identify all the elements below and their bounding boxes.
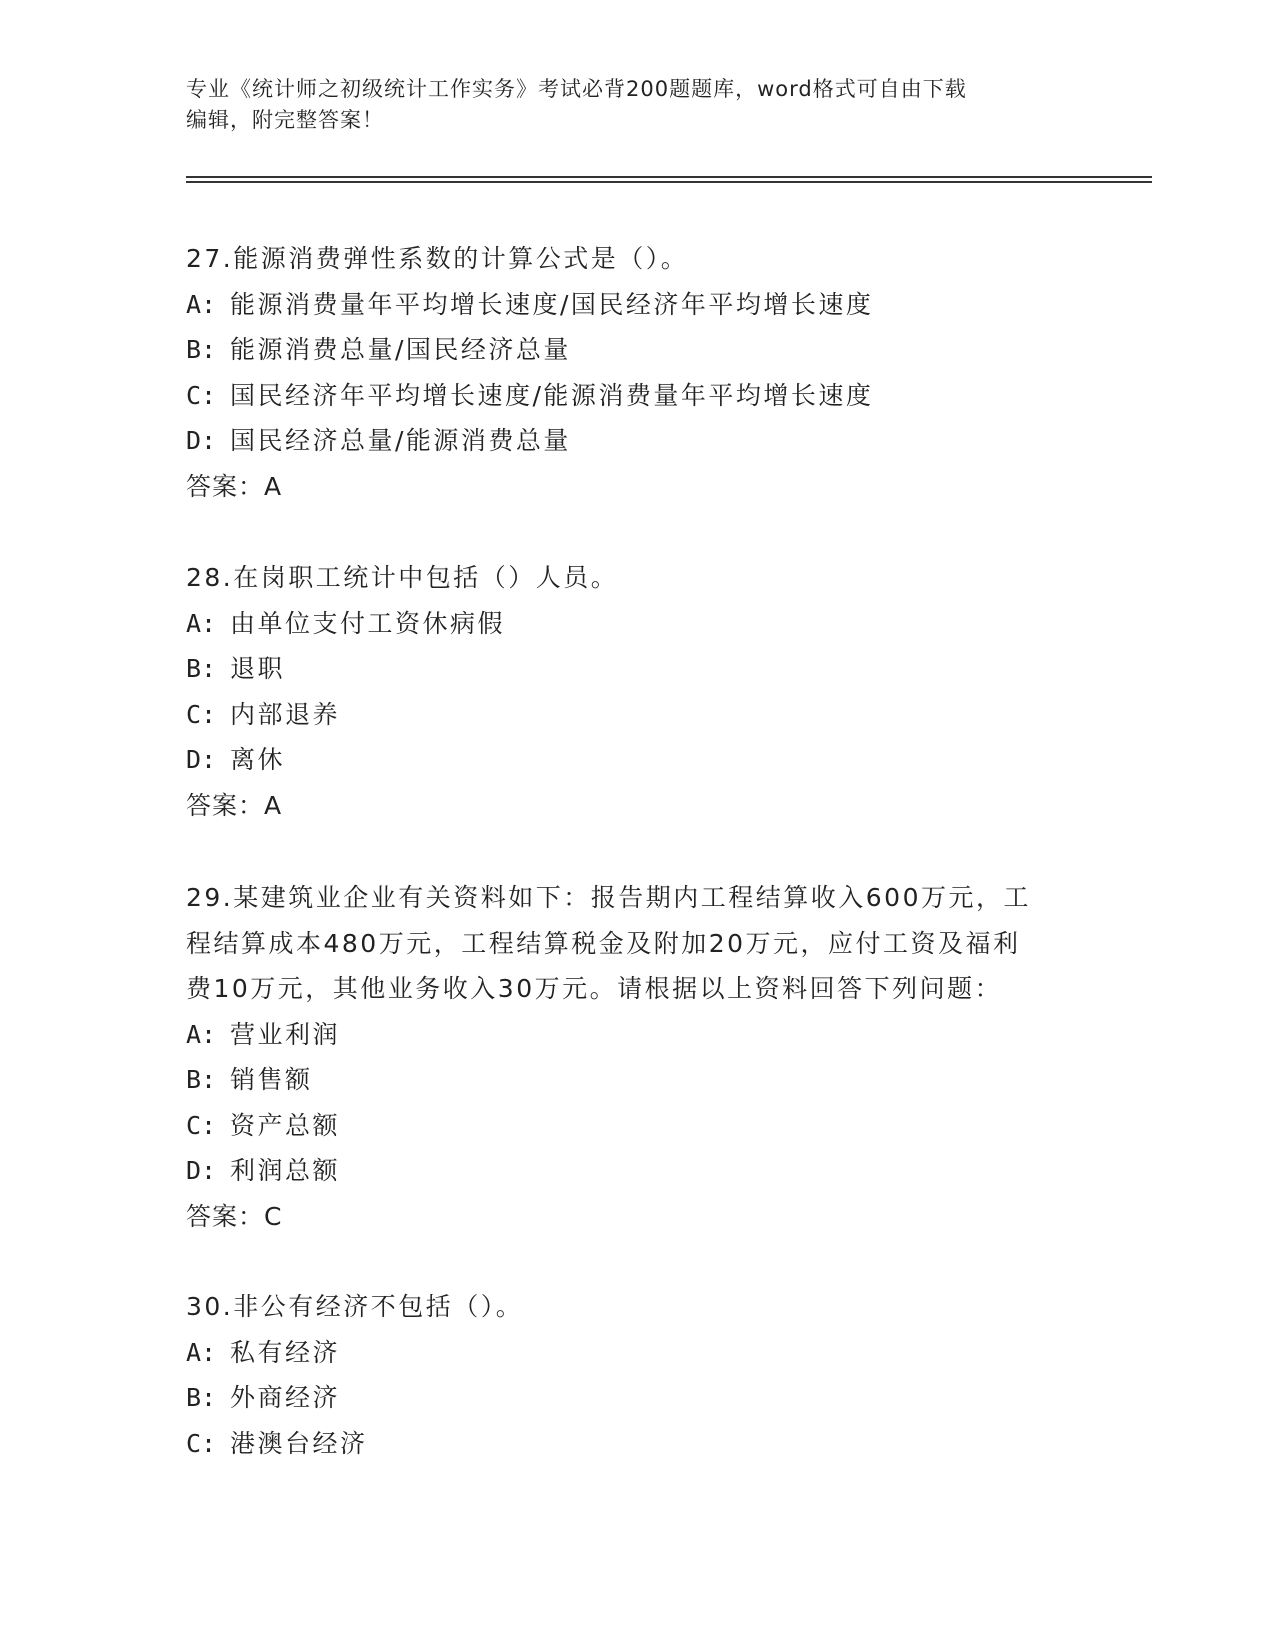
option-a <box>186 282 1076 328</box>
question-stem-line-2: 程结算成本480万元，工程结算税金及附加20万元，应付工资及福利 <box>186 928 1021 958</box>
option-letter: A: <box>186 1019 217 1049</box>
question-27 <box>186 236 1076 509</box>
option-text: 由单位支付工资休病假 <box>230 608 506 638</box>
option-a <box>186 1330 1076 1376</box>
answer: 答案：A <box>186 471 283 501</box>
question-stem: 28.在岗职工统计中包括（）人员。 <box>186 563 619 592</box>
option-text: 国民经济年平均增长速度/能源消费量年平均增长速度 <box>230 380 874 410</box>
option-text: 利润总额 <box>230 1156 341 1185</box>
header-line-1: 专业《统计师之初级统计工作实务》考试必背200题题库，word格式可自由下载 <box>186 77 967 101</box>
option-letter: D: <box>186 745 217 774</box>
option-b <box>186 1375 1076 1421</box>
option-text: 营业利润 <box>230 1019 341 1049</box>
option-letter: B: <box>186 335 217 364</box>
question-stem-line-3: 费10万元，其他业务收入30万元。请根据以上资料回答下列问题： <box>186 974 1003 1003</box>
option-c <box>186 1421 1076 1467</box>
option-letter: B: <box>186 654 217 683</box>
question-stem-line-1: 29.某建筑业企业有关资料如下：报告期内工程结算收入600万元，工 <box>186 883 1031 912</box>
option-letter: A: <box>186 289 217 319</box>
question-30 <box>186 1284 1076 1466</box>
option-text: 退职 <box>230 654 286 683</box>
question-stem: 30.非公有经济不包括（）。 <box>186 1292 524 1321</box>
option-d <box>186 737 1076 783</box>
option-text: 外商经济 <box>230 1383 341 1412</box>
option-letter: A: <box>186 608 217 638</box>
option-text: 能源消费量年平均增长速度/国民经济年平均增长速度 <box>230 289 874 319</box>
option-letter: B: <box>186 1065 217 1094</box>
option-text: 离休 <box>230 745 286 774</box>
option-text: 私有经济 <box>230 1337 341 1367</box>
option-c <box>186 1103 1076 1149</box>
option-text: 能源消费总量/国民经济总量 <box>230 335 571 364</box>
option-text: 内部退养 <box>230 699 341 729</box>
header-line-2: 编辑，附完整答案！ <box>186 108 384 132</box>
option-text: 销售额 <box>230 1065 313 1094</box>
option-b <box>186 1057 1076 1103</box>
option-letter: D: <box>186 426 217 455</box>
option-letter: B: <box>186 1383 217 1412</box>
option-letter: C: <box>186 1110 217 1140</box>
option-d <box>186 418 1076 464</box>
question-29 <box>186 875 1076 1239</box>
header-divider-top <box>186 176 1152 178</box>
document-header <box>186 74 1066 136</box>
question-28 <box>186 555 1076 828</box>
option-c <box>186 373 1076 419</box>
option-letter: C: <box>186 380 217 410</box>
option-a <box>186 601 1076 647</box>
answer: 答案：C <box>186 1201 283 1231</box>
option-letter: D: <box>186 1156 217 1185</box>
option-c <box>186 692 1076 738</box>
header-divider-bottom <box>186 181 1152 183</box>
option-letter: A: <box>186 1337 217 1367</box>
option-d <box>186 1148 1076 1194</box>
option-text: 国民经济总量/能源消费总量 <box>230 426 571 455</box>
option-text: 资产总额 <box>230 1110 341 1140</box>
question-stem: 27.能源消费弹性系数的计算公式是（）。 <box>186 244 689 273</box>
answer: 答案：A <box>186 790 283 820</box>
option-b <box>186 327 1076 373</box>
option-letter: C: <box>186 699 217 729</box>
option-b <box>186 646 1076 692</box>
option-a <box>186 1012 1076 1058</box>
option-letter: C: <box>186 1428 217 1458</box>
option-text: 港澳台经济 <box>230 1428 368 1458</box>
